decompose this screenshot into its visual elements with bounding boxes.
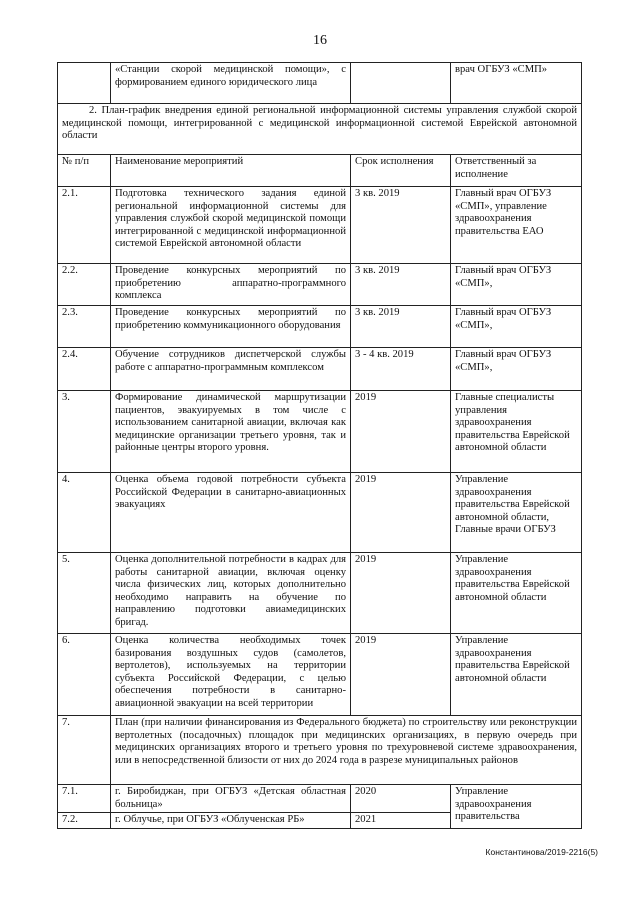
- row-number: 6.: [58, 634, 111, 716]
- row-name: Обучение сотрудников диспетчерской службы работе с аппаратно-программным комплексом: [111, 348, 351, 391]
- table-row: [58, 553, 582, 634]
- row-number: 7.: [58, 716, 111, 785]
- row-name: Оценка дополнительной потребности в кадрах для работы санитарной авиации, включая оценку числа физических лиц, которых дополнительно необходимо направить на обучение по направлению подготовки авиамедицинских бригад.: [111, 553, 351, 634]
- row-term: 3 - 4 кв. 2019: [351, 348, 451, 391]
- table-cell: врач ОГБУЗ «СМП»: [451, 63, 582, 104]
- row-responsible: Главные специалисты управления здравоохранения правительства Еврейской автономной области: [451, 391, 582, 473]
- row-name: Формирование динамической маршрутизации пациентов, эвакуируемых в том числе с использованием санитарной авиации, включая как медицинские организации третьего уровня, так и районные центры второго уровня.: [111, 391, 351, 473]
- table-row: [58, 716, 582, 785]
- plan-table: [57, 62, 582, 829]
- row-responsible: Главный врач ОГБУЗ «СМП», управление здравоохранения правительства ЕАО: [451, 187, 582, 264]
- row-responsible: Управление здравоохранения правительства Еврейской автономной области: [451, 553, 582, 634]
- row-term: 2020: [351, 785, 451, 813]
- row-term: 2019: [351, 634, 451, 716]
- table-cell: [58, 63, 111, 104]
- row-responsible: Управление здравоохранения правительства Еврейской автономной области: [451, 634, 582, 716]
- page-number: 16: [313, 33, 327, 48]
- row-responsible: Управление здравоохранения правительства Еврейской автономной области, Главные врачи ОГБУЗ: [451, 473, 582, 553]
- row-number: 5.: [58, 553, 111, 634]
- footer-code: Константинова/2019-2216(5): [485, 847, 598, 857]
- row-name: План (при наличии финансирования из Федерального бюджета) по строительству или реконструкции вертолетных (посадочных) площадок при медицинских организациях, в первую очередь при медицинских организациях второго и третьего уровня по трехуровневой системе здравоохранения, или в непосредственной близости от них до 2024 года в разрезе муниципальных районов: [111, 716, 582, 785]
- row-term: 2019: [351, 553, 451, 634]
- table-cell: [351, 63, 451, 104]
- row-name: Оценка количества необходимых точек базирования воздушных судов (самолетов, вертолетов), используемых на территории субъекта Российской Федерации, с целью обеспечения потребности в санитарно-авиационной эвакуации на всей территории: [111, 634, 351, 716]
- row-name: г. Биробиджан, при ОГБУЗ «Детская областная больница»: [111, 785, 351, 813]
- column-header: № п/п: [58, 155, 111, 187]
- row-term: 2019: [351, 391, 451, 473]
- table-row: [58, 634, 582, 716]
- row-number: 7.2.: [58, 813, 111, 829]
- table-row: [58, 63, 582, 104]
- table-row: [58, 264, 582, 306]
- row-number: 2.1.: [58, 187, 111, 264]
- row-responsible: Главный врач ОГБУЗ «СМП»,: [451, 348, 582, 391]
- table-row: [58, 348, 582, 391]
- section-heading: 2. План-график внедрения единой региональной информационной системы управления службой скорой медицинской помощи, интегрированной с медицинской информационной системой Еврейской автономной области: [58, 104, 582, 155]
- row-term: 3 кв. 2019: [351, 187, 451, 264]
- row-name: Подготовка технического задания единой региональной информационной системы для управления службой скорой медицинской помощи интегрированной с медицинской информационной системой Еврейской автономной области: [111, 187, 351, 264]
- table-row: [58, 391, 582, 473]
- header-row: [58, 155, 582, 187]
- row-responsible: Управление здравоохранения правительства: [451, 785, 582, 829]
- row-number: 3.: [58, 391, 111, 473]
- row-name: г. Облучье, при ОГБУЗ «Облученская РБ»: [111, 813, 351, 829]
- row-term: 3 кв. 2019: [351, 264, 451, 306]
- row-responsible: Главный врач ОГБУЗ «СМП»,: [451, 306, 582, 348]
- table-cell: «Станции скорой медицинской помощи», с формированием единого юридического лица: [111, 63, 351, 104]
- row-term: 3 кв. 2019: [351, 306, 451, 348]
- row-number: 2.3.: [58, 306, 111, 348]
- row-term: 2021: [351, 813, 451, 829]
- row-term: 2019: [351, 473, 451, 553]
- row-name: Оценка объема годовой потребности субъекта Российской Федерации в санитарно-авиационных эвакуациях: [111, 473, 351, 553]
- table-row: [58, 785, 582, 813]
- column-header: Наименование мероприятий: [111, 155, 351, 187]
- row-number: 7.1.: [58, 785, 111, 813]
- column-header: Срок исполнения: [351, 155, 451, 187]
- row-name: Проведение конкурсных мероприятий по приобретению аппаратно-программного комплекса: [111, 264, 351, 306]
- section-heading-row: [58, 104, 582, 155]
- row-number: 4.: [58, 473, 111, 553]
- table-row: [58, 473, 582, 553]
- table-row: [58, 187, 582, 264]
- row-name: Проведение конкурсных мероприятий по приобретению коммуникационного оборудования: [111, 306, 351, 348]
- table-row: [58, 306, 582, 348]
- column-header: Ответственный за исполнение: [451, 155, 582, 187]
- row-number: 2.4.: [58, 348, 111, 391]
- row-number: 2.2.: [58, 264, 111, 306]
- row-responsible: Главный врач ОГБУЗ «СМП»,: [451, 264, 582, 306]
